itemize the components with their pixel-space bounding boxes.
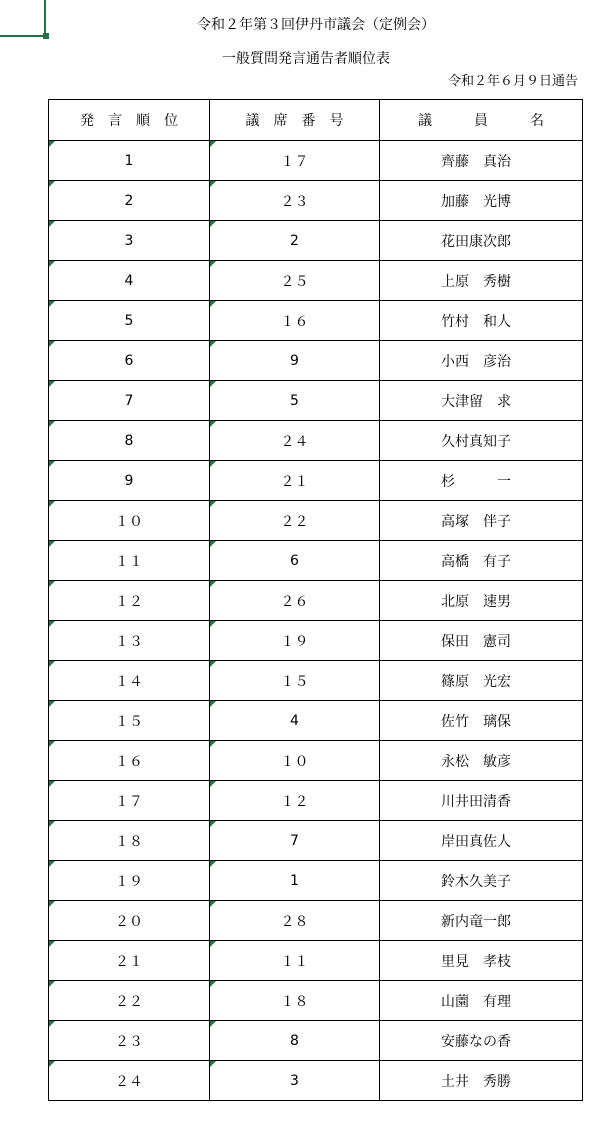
member-name-cell [380,981,583,1021]
order-cell [49,341,210,381]
table-row [49,341,583,381]
green-triangle-marker-icon [49,221,55,227]
green-triangle-marker-icon [210,981,216,987]
speaking-order: １８ [115,833,143,850]
green-triangle-marker-icon [49,941,55,947]
table-row [49,461,583,501]
member-name-cell [380,421,583,461]
speaking-order: 5 [124,312,134,329]
seat-number: 1 [290,872,299,889]
table-row [49,1021,583,1061]
speaking-order: ２０ [115,913,143,930]
member-name-cell [380,541,583,581]
table-row [49,1061,583,1101]
seat-cell [210,501,380,541]
green-triangle-marker-icon [49,861,55,867]
green-triangle-marker-icon [49,621,55,627]
member-name-cell [380,1021,583,1061]
speaking-order: 7 [124,392,134,409]
member-name-cell [380,141,583,181]
member-name: 久村真知子 [441,433,511,450]
member-name: 杉 一 [441,473,511,490]
seat-cell [210,701,380,741]
speaking-order: １７ [115,793,143,810]
order-cell [49,261,210,301]
member-name: 山薗 有理 [441,993,511,1010]
green-triangle-marker-icon [49,821,55,827]
green-triangle-marker-icon [49,501,55,507]
speaking-order: 8 [124,432,134,449]
seat-cell [210,341,380,381]
seat-number: １１ [280,953,309,970]
order-cell [49,221,210,261]
green-triangle-marker-icon [49,381,55,387]
order-cell [49,141,210,181]
speaking-order: １１ [115,553,143,570]
seat-cell [210,541,380,581]
seat-cell [210,261,380,301]
member-name-cell [380,941,583,981]
document-title: 令和２年第３回伊丹市議会（定例会） [197,17,435,33]
seat-cell [210,461,380,501]
member-name-cell [380,301,583,341]
table-row [49,501,583,541]
green-triangle-marker-icon [49,701,55,707]
member-name-cell [380,901,583,941]
seat-number: 4 [290,712,299,729]
order-cell [49,701,210,741]
green-triangle-marker-icon [49,341,55,347]
green-triangle-marker-icon [210,581,216,587]
green-triangle-marker-icon [210,261,216,267]
seat-number: 2 [290,232,299,249]
member-name-cell [380,181,583,221]
member-name: 花田康次郎 [441,233,511,250]
seat-number: 5 [290,392,299,409]
green-triangle-marker-icon [49,141,55,147]
green-triangle-marker-icon [49,181,55,187]
order-cell [49,1061,210,1101]
seat-cell [210,781,380,821]
green-triangle-marker-icon [210,701,216,707]
seat-cell [210,901,380,941]
member-name-cell [380,341,583,381]
green-triangle-marker-icon [49,1061,55,1067]
member-name-cell [380,741,583,781]
order-cell [49,621,210,661]
member-name-cell [380,501,583,541]
table-row [49,621,583,661]
green-triangle-marker-icon [49,901,55,907]
table-row [49,741,583,781]
member-name-cell [380,1061,583,1101]
table-row [49,541,583,581]
seat-number: 3 [290,1072,299,1089]
table-row [49,821,583,861]
seat-cell [210,181,380,221]
green-triangle-marker-icon [210,141,216,147]
seat-cell [210,581,380,621]
seat-number: 9 [290,352,299,369]
green-triangle-marker-icon [49,301,55,307]
order-cell [49,581,210,621]
speaking-order: １４ [115,673,143,690]
member-name: 齊藤 真治 [441,153,511,170]
document-subtitle: 一般質問発言通告者順位表 [222,51,390,67]
seat-number: ２６ [280,593,309,610]
order-cell [49,741,210,781]
green-triangle-marker-icon [49,421,55,427]
member-name-cell [380,581,583,621]
order-cell [49,821,210,861]
member-name: 上原 秀樹 [441,273,511,290]
table-row [49,261,583,301]
speaking-order: １２ [115,593,143,610]
member-name: 永松 敏彦 [441,753,511,770]
order-cell [49,181,210,221]
table-row [49,581,583,621]
order-cell [49,661,210,701]
order-cell [49,381,210,421]
green-triangle-marker-icon [210,741,216,747]
table-row [49,301,583,341]
seat-cell [210,981,380,1021]
seat-cell [210,221,380,261]
green-triangle-marker-icon [210,1021,216,1027]
member-name: 鈴木久美子 [441,873,511,890]
member-name: 保田 憲司 [441,633,511,650]
speaking-order: 3 [124,232,134,249]
header-member: 議 員 名 [380,100,583,141]
speaking-order: ２４ [115,1073,143,1090]
member-name-cell [380,701,583,741]
member-name-cell [380,461,583,501]
table-row [49,901,583,941]
speaking-order: １０ [115,513,143,530]
member-name: 北原 速男 [441,593,511,610]
seat-cell [210,821,380,861]
green-triangle-marker-icon [210,221,216,227]
speaking-order: １３ [115,633,143,650]
order-cell [49,541,210,581]
green-triangle-marker-icon [210,341,216,347]
order-cell [49,421,210,461]
seat-number: １９ [280,633,309,650]
green-triangle-marker-icon [210,861,216,867]
green-triangle-marker-icon [210,901,216,907]
green-triangle-marker-icon [210,461,216,467]
member-name: 川井田清香 [441,793,511,810]
seat-cell [210,381,380,421]
member-name: 新内竜一郎 [441,913,511,930]
green-triangle-marker-icon [49,541,55,547]
table-row [49,941,583,981]
seat-number: ２１ [280,473,309,490]
seat-number: １０ [280,753,309,770]
speaking-order: １６ [115,753,143,770]
member-name: 竹村 和人 [441,313,511,330]
green-triangle-marker-icon [210,821,216,827]
seat-number: １６ [280,313,309,330]
table-row [49,661,583,701]
member-name: 里見 孝枝 [441,953,511,970]
speaking-order: ２１ [115,953,143,970]
green-triangle-marker-icon [210,661,216,667]
member-name: 土井 秀勝 [441,1073,511,1090]
green-triangle-marker-icon [210,621,216,627]
green-triangle-marker-icon [49,781,55,787]
table-row [49,861,583,901]
seat-cell [210,941,380,981]
speaking-order: 9 [124,472,134,489]
table-row [49,981,583,1021]
speaker-order-table [48,99,583,1101]
member-name-cell [380,661,583,701]
order-cell [49,781,210,821]
header-order: 発 言 順 位 [49,100,210,141]
seat-cell [210,301,380,341]
green-triangle-marker-icon [49,261,55,267]
speaking-order: 2 [124,192,134,209]
seat-cell [210,1021,380,1061]
speaking-order: 1 [124,152,134,169]
member-name-cell [380,381,583,421]
seat-number: 8 [290,1032,299,1049]
green-triangle-marker-icon [210,501,216,507]
table-row [49,381,583,421]
member-name: 篠原 光宏 [441,673,511,690]
member-name: 大津留 求 [441,393,511,410]
speaking-order: １５ [115,713,143,730]
speaking-order: ２２ [115,993,143,1010]
table-row [49,701,583,741]
seat-number: 7 [290,832,299,849]
seat-cell [210,141,380,181]
member-name: 安藤なの香 [441,1033,511,1050]
member-name: 佐竹 璃保 [441,713,511,730]
green-triangle-marker-icon [49,1021,55,1027]
member-name-cell [380,821,583,861]
notice-date: 令和２年６月９日通告 [447,74,578,89]
seat-cell [210,741,380,781]
order-cell [49,301,210,341]
seat-number: ２２ [280,513,309,530]
member-name: 加藤 光博 [441,193,511,210]
member-name-cell [380,221,583,261]
member-name-cell [380,781,583,821]
green-triangle-marker-icon [49,461,55,467]
seat-number: １５ [280,673,309,690]
table-row [49,221,583,261]
green-triangle-marker-icon [210,181,216,187]
seat-cell [210,621,380,661]
seat-number: ２５ [280,273,309,290]
member-name-cell [380,861,583,901]
seat-cell [210,1061,380,1101]
green-triangle-marker-icon [210,781,216,787]
seat-cell [210,861,380,901]
seat-cell [210,661,380,701]
seat-cell [210,421,380,461]
green-triangle-marker-icon [210,421,216,427]
order-cell [49,461,210,501]
order-cell [49,941,210,981]
speaking-order: １９ [115,873,143,890]
member-name: 岸田真佐人 [441,833,511,850]
seat-number: １８ [280,993,309,1010]
order-cell [49,861,210,901]
green-triangle-marker-icon [210,941,216,947]
seat-number: ２３ [280,193,309,210]
header-seat: 議 席 番 号 [210,100,380,141]
speaking-order: 4 [124,272,134,289]
green-triangle-marker-icon [49,581,55,587]
seat-number: １７ [280,153,309,170]
member-name: 高橋 有子 [441,553,511,570]
green-triangle-marker-icon [49,741,55,747]
member-name: 小西 彦治 [441,353,511,370]
table-row [49,181,583,221]
green-triangle-marker-icon [49,661,55,667]
speaking-order: 6 [124,352,134,369]
green-triangle-marker-icon [210,301,216,307]
member-name-cell [380,621,583,661]
order-cell [49,901,210,941]
seat-number: １２ [280,793,309,810]
order-cell [49,1021,210,1061]
green-triangle-marker-icon [210,541,216,547]
green-triangle-marker-icon [210,1061,216,1067]
member-name-cell [380,261,583,301]
green-triangle-marker-icon [49,981,55,987]
seat-number: 6 [290,552,299,569]
order-cell [49,501,210,541]
seat-number: ２４ [280,433,309,450]
table-row [49,141,583,181]
table-header-row [49,100,583,141]
speaking-order: ２３ [115,1033,143,1050]
order-cell [49,981,210,1021]
member-name: 高塚 伴子 [441,513,511,530]
table-row [49,421,583,461]
table-row [49,781,583,821]
seat-number: ２８ [280,913,309,930]
green-triangle-marker-icon [210,381,216,387]
